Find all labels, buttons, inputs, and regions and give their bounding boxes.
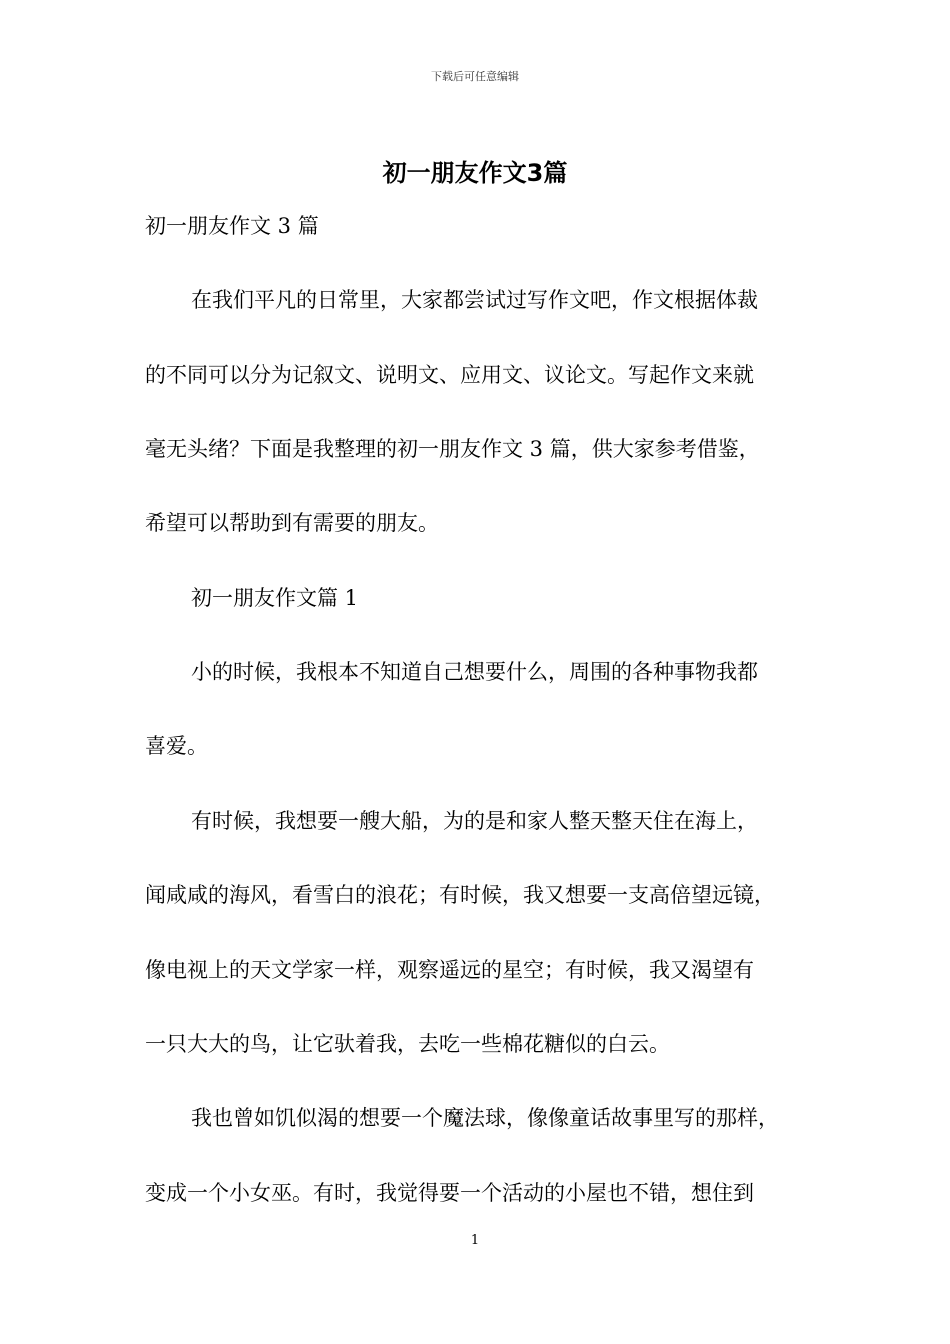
body-line: 在我们平凡的日常里，大家都尝试过写作文吧，作文根据体裁 <box>191 288 758 312</box>
body-line: 一只大大的鸟，让它驮着我，去吃一些棉花糖似的白云。 <box>145 1032 670 1056</box>
body-line: 有时候，我想要一艘大船，为的是和家人整天整天住在海上， <box>191 809 758 833</box>
document-title: 初一朋友作文3篇 <box>382 159 568 187</box>
body-line: 我也曾如饥似渴的想要一个魔法球，像像童话故事里写的那样， <box>191 1106 779 1130</box>
body-line: 像电视上的天文学家一样，观察遥远的星空；有时候，我又渴望有 <box>145 958 754 982</box>
subtitle-line: 初一朋友作文 3 篇 <box>145 214 319 238</box>
body-line: 毫无头绪？下面是我整理的初一朋友作文 3 篇，供大家参考借鉴， <box>145 437 760 461</box>
section-heading: 初一朋友作文篇 1 <box>191 586 359 610</box>
body-line: 希望可以帮助到有需要的朋友。 <box>145 511 439 535</box>
header-note: 下载后可任意编辑 <box>431 70 519 83</box>
body-line: 变成一个小女巫。有时，我觉得要一个活动的小屋也不错，想住到 <box>145 1181 754 1205</box>
body-line: 的不同可以分为记叙文、说明文、应用文、议论文。写起作文来就 <box>145 363 754 387</box>
page-number: 1 <box>470 1233 480 1248</box>
body-line: 喜爱。 <box>145 734 208 758</box>
body-line: 小的时候，我根本不知道自己想要什么，周围的各种事物我都 <box>191 660 758 684</box>
body-line: 闻咸咸的海风，看雪白的浪花；有时候，我又想要一支高倍望远镜， <box>145 883 775 907</box>
